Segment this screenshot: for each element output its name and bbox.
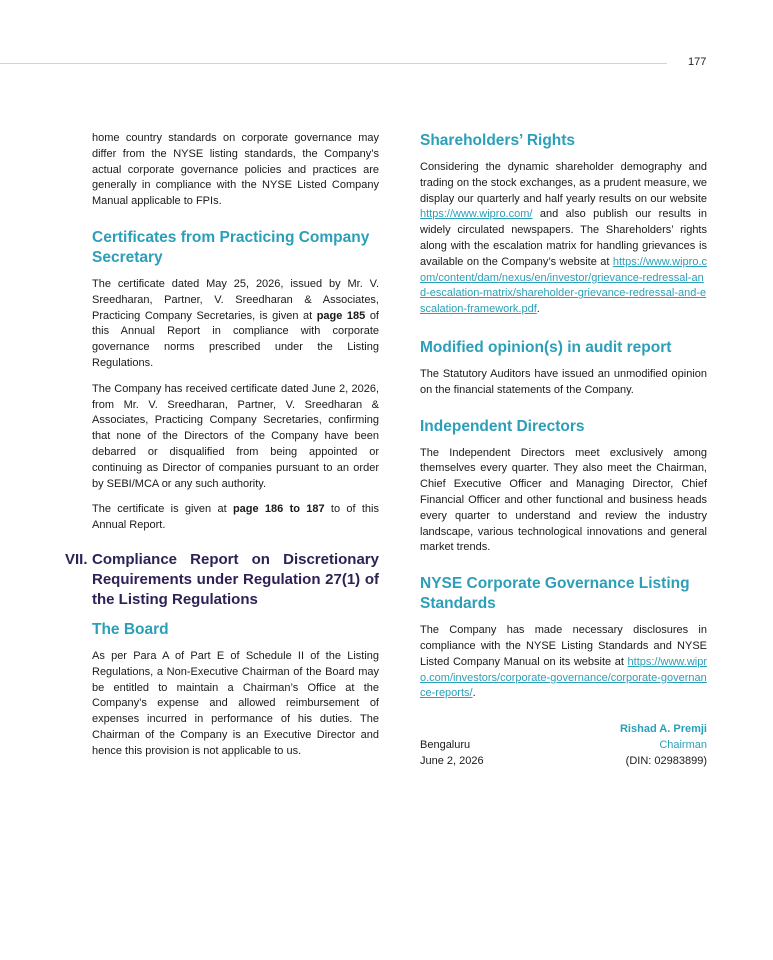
- independent-directors-paragraph: The Independent Directors meet exclusively among themselves every quarter. They also meet the Chairman, Chief Executive Officer and Managing Director, Chief Financial Officer and other functional and business heads every quarter to understand and review the industry landscape, various technological innovations and general market trends.: [420, 446, 707, 554]
- shareholders-heading: Shareholders’ Rights: [420, 132, 576, 149]
- cert-p3-page-ref: page 186 to 187: [232, 503, 325, 516]
- governance-reports-link[interactable]: https://www.wipro.com/investors/corporate-governance/corporate-governance-reports/: [420, 655, 707, 700]
- shareholders-text-end: .: [536, 303, 540, 316]
- certificate-paragraph-2: The Company has received certificate dated June 2, 2026, from Mr. V. Sreedharan, Partner, V. Sreedharan & Associates, Practicing Company Secretaries, confirming that none of the Directors of the Company have been debarred or disqualified from being appointed or continuing as Director of companies pursuant to an order by SEBI/MCA or any such authority.: [92, 382, 379, 490]
- shareholders-paragraph: [420, 160, 707, 318]
- shareholders-text-middle: and also publish our results in widely circulated newspapers. The Shareholders’ rights along with the escalation matrix for handling grievances is available on the Company’s website at: [420, 208, 707, 268]
- nyse-text-end: .: [472, 687, 476, 700]
- certificate-paragraph-3: [92, 502, 379, 534]
- section-vii: [65, 550, 379, 610]
- certificates-heading: Certificates from Practicing Company Secretary: [92, 228, 370, 266]
- cert-p3-text-end: to of this Annual Report.: [92, 503, 379, 532]
- page-number: 177: [688, 56, 707, 68]
- wipro-website-link[interactable]: https://www.wipro.com/: [420, 208, 533, 221]
- right-column: [420, 131, 707, 770]
- section-numeral: VII.: [65, 550, 88, 568]
- signatory-title: Chairman: [659, 738, 707, 751]
- cert-p1-text: The certificate dated May 25, 2026, issued by Mr. V. Sreedharan, Partner, V. Sreedharan & Associates, Practicing Company Secretaries, is given at: [92, 277, 379, 322]
- grievance-framework-link[interactable]: https://www.wipro.com/content/dam/nexus/en/investor/grievance-redressal-and-escalation-matrix/shareholder-grievance-redressal-and-escalation-framework.pdf: [420, 255, 707, 316]
- nyse-heading: NYSE Corporate Governance Listing Standards: [420, 575, 690, 613]
- board-paragraph: As per Para A of Part E of Schedule II of the Listing Regulations, a Non-Executive Chairman of the Board may be entitled to maintain a Chairman’s Office at the Company’s expense and allowed reimbursement of expenses incurred in performance of his duties. The Chairman of the Company is an Executive Director and hence this provision is not applicable to us.: [92, 649, 379, 757]
- shareholders-text: Considering the dynamic shareholder demography and trading on the stock exchanges, as a prudent measure, we display our quarterly and half yearly results on our website: [420, 161, 707, 205]
- cert-p1-page-ref: page 185: [316, 309, 366, 322]
- modified-opinion-paragraph: The Statutory Auditors have issued an unmodified opinion on the financial statements of the Company.: [420, 367, 707, 396]
- header-rule: [0, 63, 667, 64]
- cert-p1-text-end: of this Annual Report in compliance with corporate governance norms prescribed under the Listing Regulations.: [92, 309, 379, 369]
- nyse-paragraph: [420, 623, 707, 702]
- left-column: [65, 131, 379, 770]
- section-heading: Compliance Report on Discretionary Requirements under Regulation 27(1) of the Listing Regulations: [92, 550, 379, 608]
- certificate-paragraph-1: [92, 277, 379, 372]
- intro-paragraph: home country standards on corporate governance may differ from the NYSE listing standards, the Company’s actual corporate governance policies and practices are generally in compliance with the NYSE Listed Company Manual applicable to FPIs.: [92, 132, 379, 208]
- signature-date: June 2, 2026: [420, 754, 484, 767]
- signatory-din: (DIN: 02983899): [625, 754, 707, 767]
- modified-opinion-heading: Modified opinion(s) in audit report: [420, 338, 672, 356]
- independent-directors-heading: Independent Directors: [420, 417, 585, 435]
- board-heading: The Board: [92, 620, 169, 638]
- signature-block: [420, 722, 707, 769]
- signatory-name: Rishad A. Premji: [619, 723, 707, 736]
- cert-p3-text: The certificate is given at: [92, 503, 233, 516]
- signature-place: Bengaluru: [420, 738, 471, 751]
- nyse-text: The Company has made necessary disclosures in compliance with the NYSE Listing Standards and NYSE Listed Company Manual on its website at: [420, 624, 707, 668]
